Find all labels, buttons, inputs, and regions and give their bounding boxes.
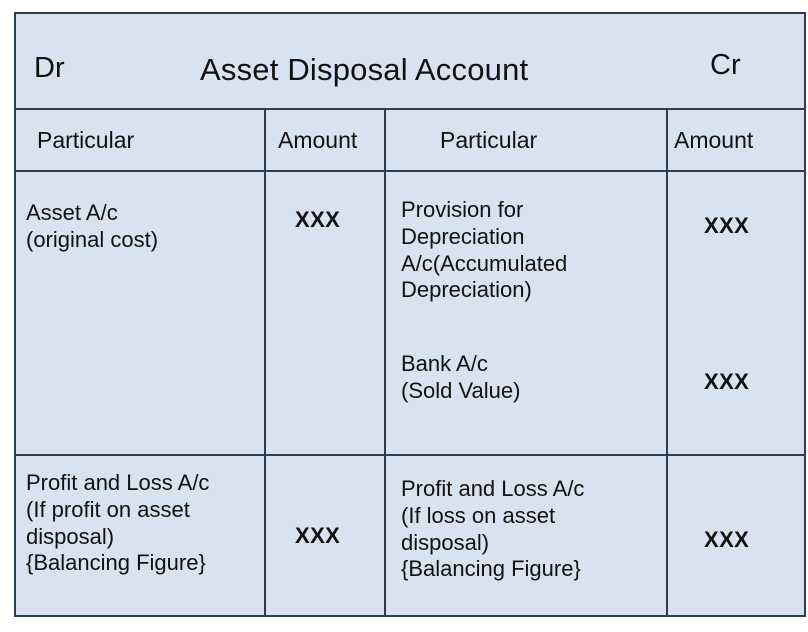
right-particular-provision-line-1: Provision for [401, 197, 524, 222]
right-particular-bank-line-1: Bank A/c [401, 351, 488, 376]
right-particular-provision [401, 197, 567, 304]
right-particular-loss-line-2: (If loss on asset [401, 502, 556, 528]
left-particular-asset-line-2: (original cost) [26, 226, 159, 252]
right-particular-loss-line-1: Profit and Loss A/c [401, 476, 585, 501]
right-particular-provision-line-2: Depreciation [401, 223, 525, 249]
right-amount-loss: XXX [704, 527, 750, 552]
credit-label: Cr [710, 49, 741, 81]
right-amount-divider [666, 108, 668, 615]
debit-label: Dr [34, 52, 65, 84]
left-particular-profit [26, 470, 209, 577]
right-particular-provision-line-3: A/c(Accumulated [401, 250, 568, 276]
right-amount-bank: XXX [704, 369, 750, 394]
left-amount-asset: XXX [295, 207, 341, 232]
left-particular-profit-line-4: {Balancing Figure} [26, 550, 206, 576]
left-particular-profit-line-3: disposal) [26, 523, 115, 549]
left-particular-profit-line-2: (If profit on asset [26, 496, 190, 522]
asset-disposal-account-table [14, 12, 806, 617]
left-particular-header: Particular [37, 127, 135, 153]
right-particular-loss-line-3: disposal) [401, 529, 490, 555]
left-particular-profit-line-1: Profit and Loss A/c [26, 470, 210, 495]
account-title: Asset Disposal Account [200, 52, 529, 87]
right-particular-provision-line-4: Depreciation) [401, 277, 532, 303]
body-separator-line [16, 454, 804, 456]
right-particular-bank-line-2: (Sold Value) [401, 377, 521, 403]
right-amount-provision: XXX [704, 213, 750, 238]
left-particular-asset [26, 200, 158, 254]
header-separator-line [16, 170, 804, 172]
center-divider [384, 108, 386, 615]
left-particular-asset-line-1: Asset A/c [26, 200, 118, 225]
right-particular-loss [401, 476, 584, 583]
left-amount-profit: XXX [295, 523, 341, 548]
left-amount-header: Amount [278, 127, 358, 153]
right-particular-bank [401, 351, 520, 405]
right-particular-header: Particular [440, 127, 538, 153]
left-amount-divider [264, 108, 266, 615]
title-separator-line [16, 108, 804, 110]
right-amount-header: Amount [674, 127, 754, 153]
right-particular-loss-line-4: {Balancing Figure} [401, 556, 581, 582]
